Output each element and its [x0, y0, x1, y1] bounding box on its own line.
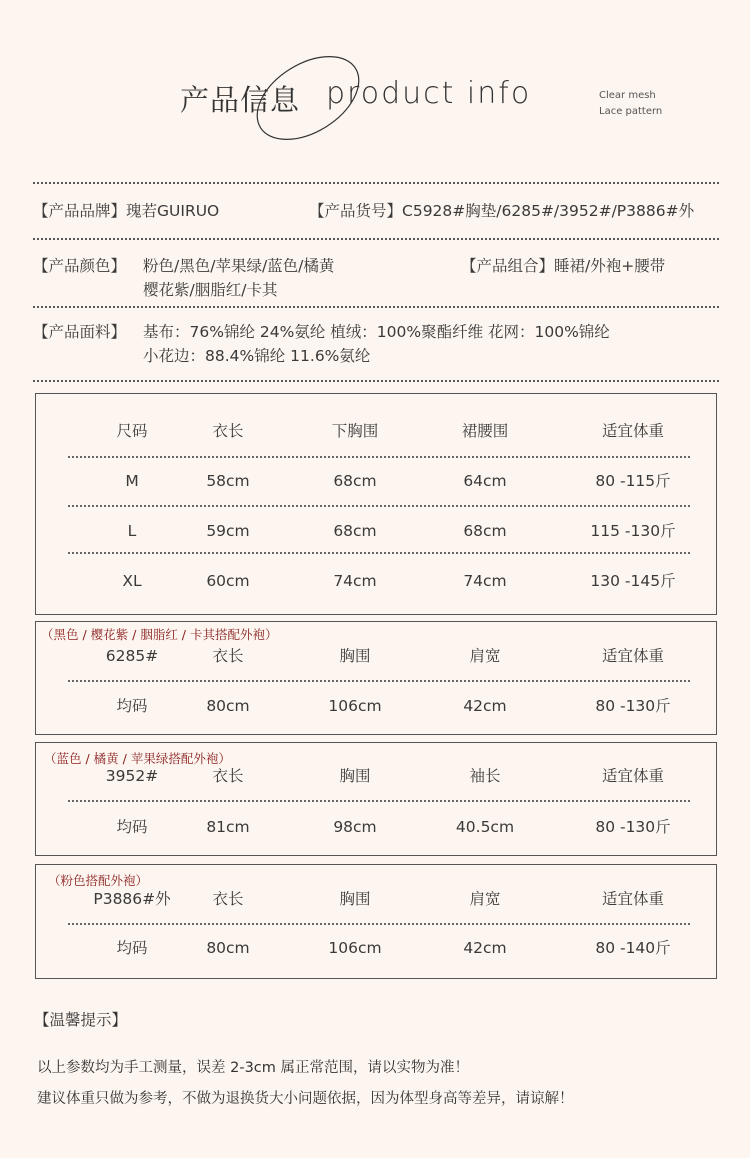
row-divider	[68, 552, 690, 554]
header-cell: 衣长	[212, 890, 244, 908]
table-cell: 98cm	[333, 818, 377, 836]
table-cell: 58cm	[206, 472, 250, 490]
table-header	[36, 761, 716, 791]
table-row	[36, 812, 716, 842]
table-cell: 80 -115斤	[595, 472, 671, 490]
table-cell: 115 -130斤	[590, 522, 676, 540]
robe-3952-table	[35, 742, 717, 856]
table-cell: L	[127, 522, 137, 540]
side-caption-line1: Clear mesh	[599, 90, 656, 101]
divider	[33, 380, 719, 382]
table-cell: 80cm	[206, 697, 250, 715]
table-row	[36, 933, 716, 963]
robe-note: （黑色 / 樱花紫 / 胭脂红 / 卡其搭配外袍）	[41, 627, 278, 642]
row-divider	[68, 456, 690, 458]
table-cell: 40.5cm	[455, 818, 515, 836]
header-cell: 衣长	[212, 422, 244, 440]
table-cell: 80cm	[206, 939, 250, 957]
color-value	[143, 254, 334, 302]
divider	[33, 238, 719, 240]
table-cell: XL	[122, 572, 142, 590]
robe-6285-table	[35, 621, 717, 735]
header-cell: 3952#	[105, 767, 159, 785]
fabric-value	[143, 320, 610, 368]
color-label: 【产品颜色】	[33, 257, 127, 275]
brand-row	[33, 199, 219, 223]
table-cell: 64cm	[463, 472, 507, 490]
brand-value: 瑰若GUIRUO	[126, 202, 220, 220]
table-cell: 68cm	[463, 522, 507, 540]
header-cell: 适宜体重	[601, 422, 664, 440]
tip-line-1: 以上参数均为手工测量，误差 2-3cm 属正常范围，请以实物为准！	[37, 1060, 469, 1076]
table-cell: 81cm	[206, 818, 250, 836]
table-cell: 均码	[116, 697, 148, 715]
table-cell: 59cm	[206, 522, 250, 540]
header-cell: 适宜体重	[601, 890, 664, 908]
table-cell: 60cm	[206, 572, 250, 590]
item-number-value: C5928#胸垫/6285#/3952#/P3886#外	[402, 202, 695, 220]
title-chinese: 产品信息	[180, 83, 301, 117]
header-cell: 6285#	[105, 647, 159, 665]
table-cell: 80 -140斤	[595, 939, 671, 957]
item-number-row	[309, 199, 694, 223]
row-divider	[68, 680, 690, 682]
fabric-value-line2: 小花边：88.4%锦纶 11.6%氨纶	[143, 347, 371, 365]
divider	[33, 306, 719, 308]
robe-p3886-table	[35, 864, 717, 979]
color-value-line1: 粉色/黑色/苹果绿/蓝色/橘黄	[143, 257, 335, 275]
size-table	[35, 393, 717, 615]
side-caption-line2: Lace pattern	[599, 106, 663, 117]
table-row	[36, 691, 716, 721]
header-cell: 尺码	[116, 422, 148, 440]
fabric-label: 【产品面料】	[33, 323, 127, 341]
robe-note: （粉色搭配外袍）	[48, 873, 149, 888]
header-cell: 衣长	[212, 767, 244, 785]
row-divider	[68, 505, 690, 507]
header-cell: 适宜体重	[601, 767, 664, 785]
table-cell: 42cm	[463, 697, 507, 715]
table-cell: 均码	[116, 818, 148, 836]
table-cell: 106cm	[328, 939, 382, 957]
table-cell: 68cm	[333, 472, 377, 490]
row-divider	[68, 800, 690, 802]
header-cell: 肩宽	[469, 647, 501, 665]
header-cell: 下胸围	[331, 422, 379, 440]
title-english: product info	[326, 76, 532, 111]
header-cell: 胸围	[339, 647, 371, 665]
header-cell: 胸围	[339, 767, 371, 785]
table-cell: 130 -145斤	[590, 572, 676, 590]
header-cell: P3886#外	[93, 890, 171, 908]
row-divider	[68, 923, 690, 925]
table-cell: 68cm	[333, 522, 377, 540]
size-table-header	[36, 416, 716, 446]
table-cell: 80 -130斤	[595, 697, 671, 715]
item-number-label: 【产品货号】	[309, 202, 403, 220]
table-cell: 80 -130斤	[595, 818, 671, 836]
table-cell: 74cm	[463, 572, 507, 590]
header-cell: 衣长	[212, 647, 244, 665]
divider	[33, 182, 719, 184]
header-cell: 肩宽	[469, 890, 501, 908]
color-value-line2: 樱花紫/胭脂红/卡其	[143, 281, 278, 299]
table-cell: 106cm	[328, 697, 382, 715]
header-cell: 胸围	[339, 890, 371, 908]
table-header	[36, 884, 716, 914]
tip-line-2: 建议体重只做为参考，不做为退换货大小问题依据，因为体型身高等差异，请谅解！	[37, 1091, 574, 1107]
table-cell: 74cm	[333, 572, 377, 590]
header-cell: 袖长	[469, 767, 501, 785]
combo-value: 睡裙/外袍+腰带	[554, 257, 666, 275]
table-header	[36, 641, 716, 671]
brand-label: 【产品品牌】	[33, 202, 127, 220]
robe-note: （蓝色 / 橘黄 / 苹果绿搭配外袍）	[44, 751, 231, 766]
table-row	[36, 566, 716, 596]
combo-label: 【产品组合】	[461, 257, 555, 275]
header-cell: 适宜体重	[601, 647, 664, 665]
tips-title: 【温馨提示】	[34, 1011, 128, 1029]
table-row	[36, 516, 716, 546]
header-cell: 裙腰围	[461, 422, 509, 440]
table-cell: 42cm	[463, 939, 507, 957]
combo-row	[461, 254, 665, 278]
table-row	[36, 466, 716, 496]
table-cell: 均码	[116, 939, 148, 957]
side-caption	[599, 88, 662, 120]
table-cell: M	[125, 472, 139, 490]
fabric-value-line1: 基布：76%锦纶 24%氨纶 植绒：100%聚酯纤维 花网：100%锦纶	[143, 323, 610, 341]
